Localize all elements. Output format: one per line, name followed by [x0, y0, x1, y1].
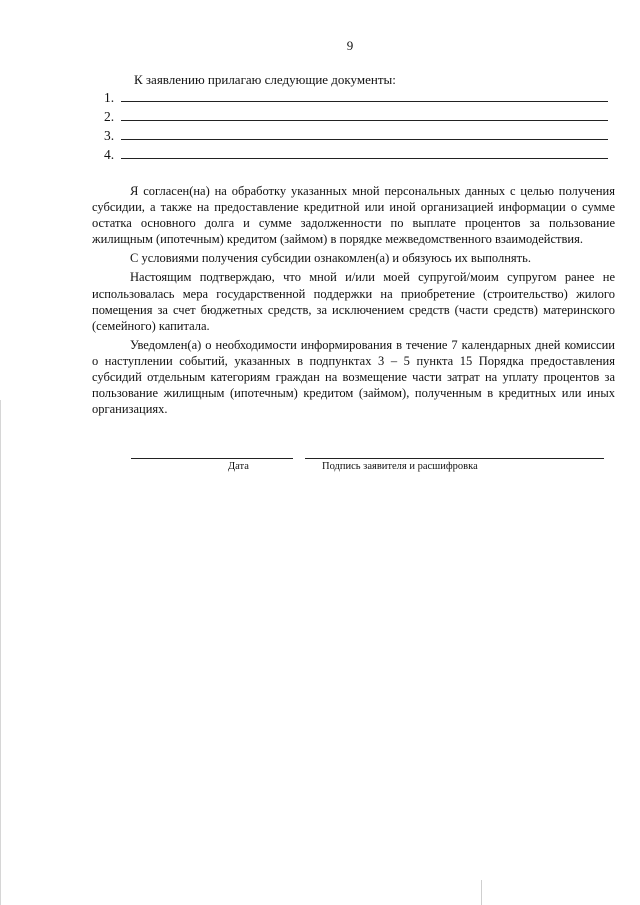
- statement-body: [92, 183, 615, 417]
- attachment-fill-line: [121, 111, 608, 121]
- attachment-item: [104, 87, 608, 106]
- attachment-fill-line: [121, 149, 608, 159]
- consent-paragraph: Я согласен(на) на обработку указанных мной персональных данных с целью получения субсидии, а также на предоставление кредитной или иной организацией информации о сумме остатка основного долга и сумме задолженности по выплате процентов за пользование жилищным (ипотечным) кредитом (займом) в порядке межведомственного взаимодействия.: [92, 184, 615, 247]
- attachment-number: 2.: [104, 109, 115, 124]
- attachment-item: [104, 144, 608, 163]
- attachment-number: 4.: [104, 147, 115, 162]
- confirmation-paragraph: Настоящим подтверждаю, что мной и/или моей супругой/моим супругом ранее не использовалась мера государственной поддержки на приобретение (строительство) жилого помещения за счет бюджетных средств, за исключением средств (части средств) материнского (семейного) капитала.: [92, 270, 615, 333]
- notification-paragraph: Уведомлен(а) о необходимости информирования в течение 7 календарных дней комиссии о наступлении событий, указанных в подпунктах 3 – 5 пункта 15 Порядка предоставления субсидий отдельным категориям граждан на возмещение части затрат на уплату процентов за пользование жилищным (ипотечным) кредитом (займом), полученным в кредитных или иных организациях.: [92, 337, 615, 417]
- date-signature-line: [131, 458, 293, 459]
- attachment-item: [104, 106, 608, 125]
- applicant-signature-line: [305, 458, 604, 459]
- page-number: 9: [346, 38, 354, 53]
- date-label: Дата: [228, 461, 249, 472]
- signature-label: Подпись заявителя и расшифровка: [322, 461, 478, 472]
- attachment-fill-line: [121, 92, 608, 102]
- attachment-number: 1.: [104, 90, 115, 105]
- attachments-list: [104, 87, 608, 163]
- attachment-number: 3.: [104, 128, 115, 143]
- attachment-fill-line: [121, 130, 608, 140]
- attachments-intro: К заявлению прилагаю следующие документы:: [134, 72, 396, 87]
- scan-edge-bottom: [481, 880, 482, 905]
- scan-edge-left: [0, 400, 1, 905]
- conditions-paragraph: С условиями получения субсидии ознакомлен(а) и обязуюсь их выполнять.: [130, 251, 531, 266]
- attachment-item: [104, 125, 608, 144]
